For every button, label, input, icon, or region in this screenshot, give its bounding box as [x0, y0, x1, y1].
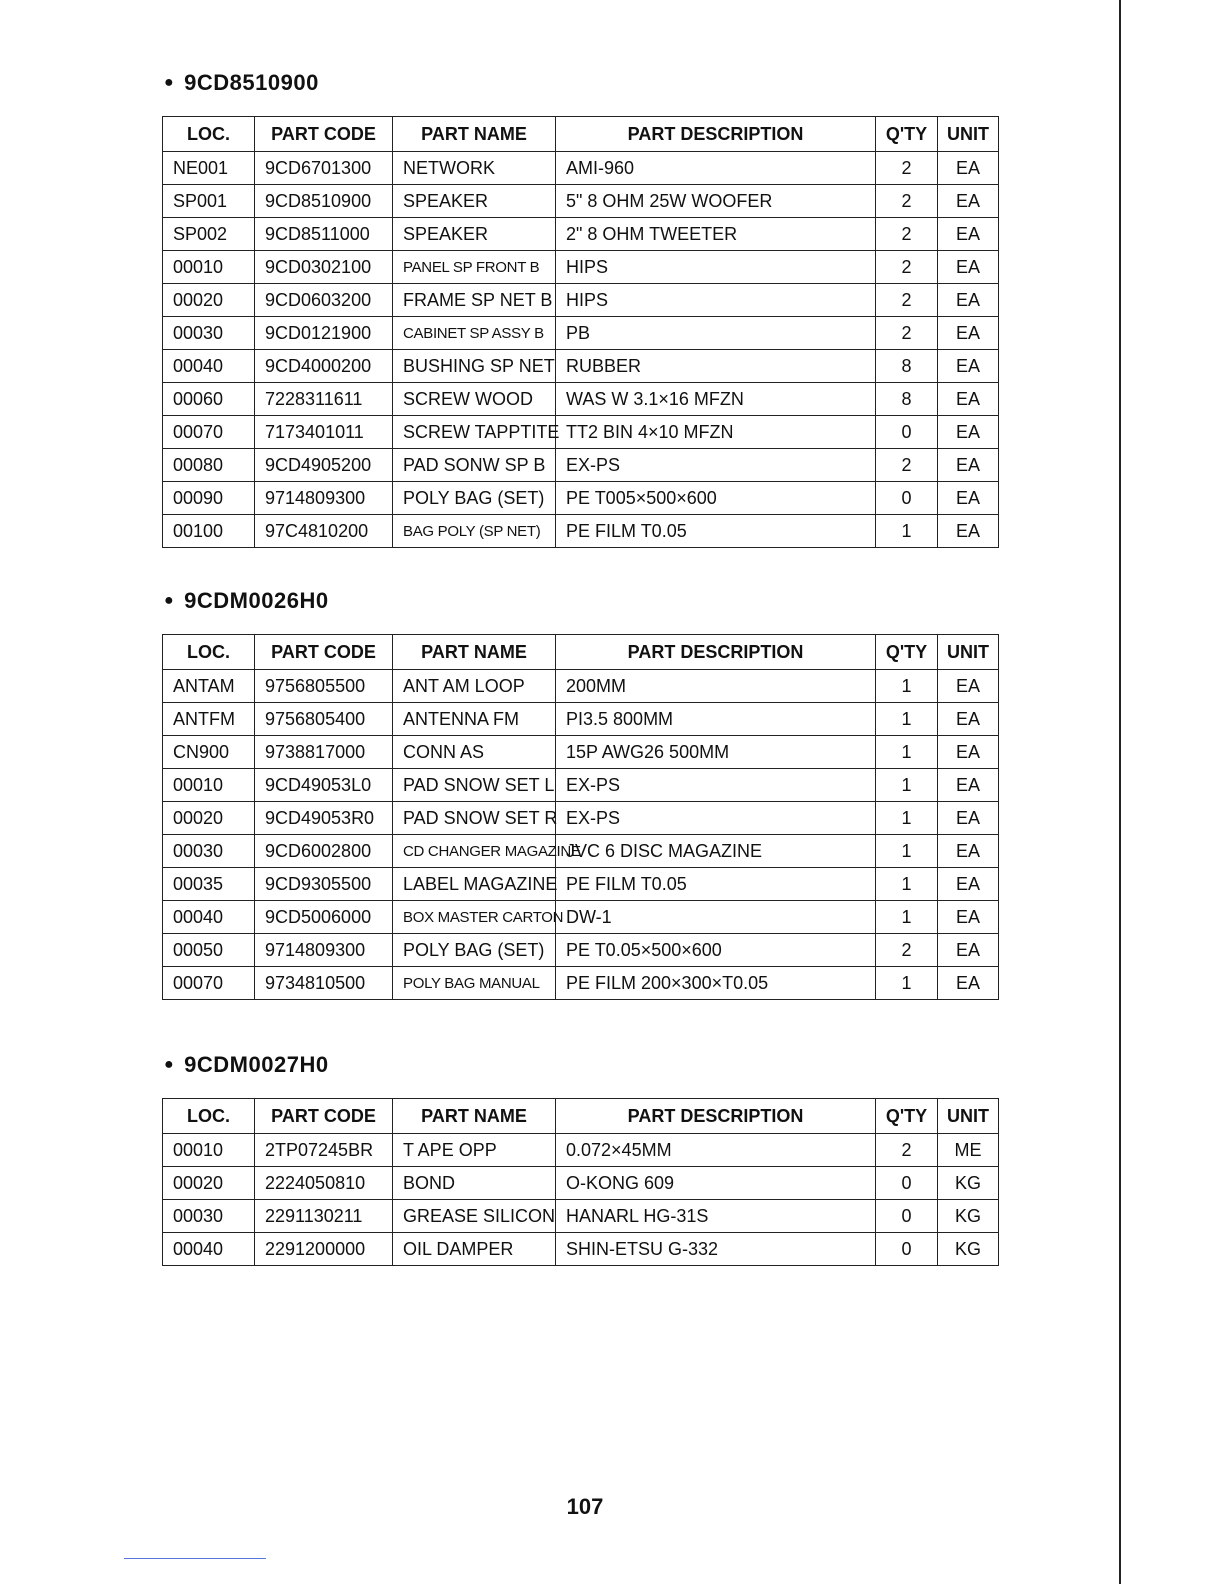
cell-unit: EA	[938, 383, 999, 416]
cell-part-name: OIL DAMPER	[393, 1233, 556, 1266]
table-row	[163, 967, 999, 1000]
cell-qty: 1	[876, 901, 938, 934]
cell-part-code: 97C4810200	[255, 515, 393, 548]
cell-part-description: TT2 BIN 4×10 MFZN	[556, 416, 876, 449]
cell-part-description: JVC 6 DISC MAGAZINE	[556, 835, 876, 868]
table-row	[163, 670, 999, 703]
table-row	[163, 703, 999, 736]
cell-loc: SP001	[163, 185, 255, 218]
cell-qty: 2	[876, 251, 938, 284]
table-row	[163, 185, 999, 218]
cell-loc: 00070	[163, 416, 255, 449]
cell-unit: EA	[938, 416, 999, 449]
table-row	[163, 317, 999, 350]
cell-part-name: FRAME SP NET B	[393, 284, 556, 317]
column-header: PART NAME	[393, 635, 556, 670]
cell-part-code: 9756805500	[255, 670, 393, 703]
cell-qty: 0	[876, 1200, 938, 1233]
cell-loc: 00010	[163, 769, 255, 802]
column-header: LOC.	[163, 117, 255, 152]
cell-loc: 00020	[163, 802, 255, 835]
cell-part-name: PANEL SP FRONT B	[393, 251, 556, 284]
cell-unit: EA	[938, 251, 999, 284]
column-header: UNIT	[938, 635, 999, 670]
column-header: Q'TY	[876, 1099, 938, 1134]
cell-unit: EA	[938, 284, 999, 317]
cell-qty: 0	[876, 1233, 938, 1266]
cell-qty: 2	[876, 218, 938, 251]
cell-loc: 00080	[163, 449, 255, 482]
cell-unit: EA	[938, 703, 999, 736]
cell-unit: KG	[938, 1167, 999, 1200]
cell-part-code: 9CD9305500	[255, 868, 393, 901]
cell-qty: 8	[876, 383, 938, 416]
cell-loc: ANTAM	[163, 670, 255, 703]
column-header: Q'TY	[876, 117, 938, 152]
cell-part-description: 200MM	[556, 670, 876, 703]
cell-part-name: SCREW TAPPTITE	[393, 416, 556, 449]
table-row	[163, 416, 999, 449]
cell-part-description: 0.072×45MM	[556, 1134, 876, 1167]
cell-loc: 00030	[163, 317, 255, 350]
cell-part-code: 7228311611	[255, 383, 393, 416]
cell-unit: EA	[938, 350, 999, 383]
cell-part-name: LABEL MAGAZINE	[393, 868, 556, 901]
cell-part-description: HANARL HG-31S	[556, 1200, 876, 1233]
cell-part-name: POLY BAG (SET)	[393, 482, 556, 515]
cell-part-code: 9714809300	[255, 934, 393, 967]
cell-loc: 00090	[163, 482, 255, 515]
cell-part-description: EX-PS	[556, 769, 876, 802]
cell-part-code: 9CD0121900	[255, 317, 393, 350]
cell-part-code: 9738817000	[255, 736, 393, 769]
table-row	[163, 251, 999, 284]
cell-qty: 1	[876, 835, 938, 868]
column-header: PART CODE	[255, 117, 393, 152]
cell-unit: EA	[938, 317, 999, 350]
cell-unit: EA	[938, 515, 999, 548]
cell-part-name: BOND	[393, 1167, 556, 1200]
table-header-row	[163, 635, 999, 670]
cell-qty: 2	[876, 934, 938, 967]
column-header: PART NAME	[393, 117, 556, 152]
section-title: ● 9CDM0027H0	[164, 1052, 329, 1077]
cell-part-code: 9CD8511000	[255, 218, 393, 251]
cell-part-code: 9CD4905200	[255, 449, 393, 482]
cell-part-name: BUSHING SP NET	[393, 350, 556, 383]
cell-qty: 1	[876, 670, 938, 703]
cell-part-description: WAS W 3.1×16 MFZN	[556, 383, 876, 416]
parts-section-2	[162, 588, 998, 1000]
cell-part-code: 9CD0603200	[255, 284, 393, 317]
cell-qty: 0	[876, 482, 938, 515]
cell-part-name: BAG POLY (SP NET)	[393, 515, 556, 548]
table-row	[163, 901, 999, 934]
column-header: LOC.	[163, 635, 255, 670]
cell-loc: 00020	[163, 284, 255, 317]
cell-part-name: ANT AM LOOP	[393, 670, 556, 703]
cell-part-code: 9CD8510900	[255, 185, 393, 218]
cell-unit: EA	[938, 670, 999, 703]
table-row	[163, 515, 999, 548]
cell-part-description: PE FILM 200×300×T0.05	[556, 967, 876, 1000]
column-header: Q'TY	[876, 635, 938, 670]
cell-part-name: POLY BAG (SET)	[393, 934, 556, 967]
cell-unit: EA	[938, 901, 999, 934]
cell-loc: 00030	[163, 835, 255, 868]
column-header: UNIT	[938, 117, 999, 152]
cell-qty: 1	[876, 868, 938, 901]
cell-part-description: HIPS	[556, 251, 876, 284]
cell-part-name: SPEAKER	[393, 185, 556, 218]
cell-qty: 2	[876, 284, 938, 317]
cell-part-name: CABINET SP ASSY B	[393, 317, 556, 350]
cell-part-description: PE FILM T0.05	[556, 515, 876, 548]
cell-unit: EA	[938, 185, 999, 218]
parts-table	[162, 634, 999, 1000]
table-row	[163, 736, 999, 769]
cell-qty: 1	[876, 703, 938, 736]
bullet-icon: ●	[164, 592, 175, 609]
cell-loc: 00040	[163, 350, 255, 383]
cell-unit: EA	[938, 449, 999, 482]
cell-unit: EA	[938, 482, 999, 515]
cell-part-name: CONN AS	[393, 736, 556, 769]
table-row	[163, 769, 999, 802]
cell-part-code: 9CD5006000	[255, 901, 393, 934]
cell-part-code: 9CD49053L0	[255, 769, 393, 802]
cell-part-description: 5" 8 OHM 25W WOOFER	[556, 185, 876, 218]
table-header-row	[163, 1099, 999, 1134]
cell-qty: 1	[876, 802, 938, 835]
cell-part-code: 9734810500	[255, 967, 393, 1000]
cell-part-description: HIPS	[556, 284, 876, 317]
cell-part-name: SPEAKER	[393, 218, 556, 251]
column-header: PART NAME	[393, 1099, 556, 1134]
table-row	[163, 934, 999, 967]
table-row	[163, 350, 999, 383]
cell-loc: 00060	[163, 383, 255, 416]
cell-unit: EA	[938, 218, 999, 251]
cell-loc: 00040	[163, 1233, 255, 1266]
cell-part-description: EX-PS	[556, 802, 876, 835]
cell-part-description: 15P AWG26 500MM	[556, 736, 876, 769]
bullet-icon: ●	[164, 74, 175, 91]
cell-part-code: 9CD6002800	[255, 835, 393, 868]
cell-part-code: 2224050810	[255, 1167, 393, 1200]
cell-unit: KG	[938, 1200, 999, 1233]
table-row	[163, 1167, 999, 1200]
cell-unit: EA	[938, 934, 999, 967]
column-header: PART DESCRIPTION	[556, 635, 876, 670]
cell-qty: 2	[876, 152, 938, 185]
cell-part-name: BOX MASTER CARTON	[393, 901, 556, 934]
cell-part-code: 9714809300	[255, 482, 393, 515]
cell-part-description: EX-PS	[556, 449, 876, 482]
table-row	[163, 383, 999, 416]
cell-part-code: 9756805400	[255, 703, 393, 736]
table-row	[163, 152, 999, 185]
cell-unit: EA	[938, 736, 999, 769]
table-row	[163, 449, 999, 482]
cell-unit: KG	[938, 1233, 999, 1266]
cell-unit: EA	[938, 868, 999, 901]
column-header: UNIT	[938, 1099, 999, 1134]
cell-qty: 1	[876, 769, 938, 802]
cell-loc: 00010	[163, 1134, 255, 1167]
cell-loc: NE001	[163, 152, 255, 185]
parts-section-1	[162, 70, 998, 548]
cell-part-description: 2" 8 OHM TWEETER	[556, 218, 876, 251]
cell-part-code: 9CD6701300	[255, 152, 393, 185]
cell-loc: CN900	[163, 736, 255, 769]
cell-qty: 1	[876, 967, 938, 1000]
cell-part-name: POLY BAG MANUAL	[393, 967, 556, 1000]
page-edge-rule	[1119, 0, 1121, 1584]
cell-loc: SP002	[163, 218, 255, 251]
cell-part-description: PE FILM T0.05	[556, 868, 876, 901]
column-header: PART DESCRIPTION	[556, 117, 876, 152]
cell-part-description: PI3.5 800MM	[556, 703, 876, 736]
cell-loc: 00010	[163, 251, 255, 284]
table-row	[163, 1134, 999, 1167]
cell-qty: 8	[876, 350, 938, 383]
cell-part-description: RUBBER	[556, 350, 876, 383]
cell-part-name: SCREW WOOD	[393, 383, 556, 416]
cell-part-name: ANTENNA FM	[393, 703, 556, 736]
cell-unit: EA	[938, 835, 999, 868]
cell-part-code: 2291130211	[255, 1200, 393, 1233]
cell-loc: 00070	[163, 967, 255, 1000]
cell-part-name: PAD SONW SP B	[393, 449, 556, 482]
cell-unit: ME	[938, 1134, 999, 1167]
table-header-row	[163, 117, 999, 152]
cell-qty: 1	[876, 515, 938, 548]
cell-part-description: PE T005×500×600	[556, 482, 876, 515]
cell-qty: 2	[876, 449, 938, 482]
section-title: ● 9CDM0026H0	[164, 588, 329, 613]
cell-part-code: 9CD0302100	[255, 251, 393, 284]
cell-part-description: O-KONG 609	[556, 1167, 876, 1200]
cell-qty: 2	[876, 317, 938, 350]
cell-loc: 00035	[163, 868, 255, 901]
cell-part-description: DW-1	[556, 901, 876, 934]
cell-loc: ANTFM	[163, 703, 255, 736]
parts-table	[162, 116, 999, 548]
table-row	[163, 868, 999, 901]
cell-part-description: SHIN-ETSU G-332	[556, 1233, 876, 1266]
cell-loc: 00020	[163, 1167, 255, 1200]
cell-loc: 00050	[163, 934, 255, 967]
cell-loc: 00100	[163, 515, 255, 548]
cell-part-code: 2TP07245BR	[255, 1134, 393, 1167]
cell-unit: EA	[938, 769, 999, 802]
cell-unit: EA	[938, 967, 999, 1000]
page-number: 107	[566, 1494, 604, 1519]
table-row	[163, 1200, 999, 1233]
cell-unit: EA	[938, 152, 999, 185]
cell-part-code: 9CD49053R0	[255, 802, 393, 835]
cell-qty: 0	[876, 416, 938, 449]
cell-part-name: T APE OPP	[393, 1134, 556, 1167]
section-title: ● 9CD8510900	[164, 70, 319, 95]
table-row	[163, 482, 999, 515]
cell-part-name: CD CHANGER MAGAZINE	[393, 835, 556, 868]
bullet-icon: ●	[164, 1056, 175, 1073]
cell-qty: 0	[876, 1167, 938, 1200]
parts-section-3	[162, 1052, 998, 1266]
cell-part-description: PB	[556, 317, 876, 350]
cell-part-code: 7173401011	[255, 416, 393, 449]
column-header: PART CODE	[255, 1099, 393, 1134]
cell-part-name: PAD SNOW SET L	[393, 769, 556, 802]
cell-part-description: AMI-960	[556, 152, 876, 185]
parts-table	[162, 1098, 999, 1266]
table-row	[163, 218, 999, 251]
column-header: PART CODE	[255, 635, 393, 670]
cell-part-name: GREASE SILICON	[393, 1200, 556, 1233]
cell-qty: 2	[876, 1134, 938, 1167]
cell-loc: 00040	[163, 901, 255, 934]
table-row	[163, 1233, 999, 1266]
table-row	[163, 835, 999, 868]
cell-part-name: PAD SNOW SET R	[393, 802, 556, 835]
cell-part-name: NETWORK	[393, 152, 556, 185]
footer-rule	[124, 1558, 266, 1559]
cell-loc: 00030	[163, 1200, 255, 1233]
cell-part-description: PE T0.05×500×600	[556, 934, 876, 967]
cell-qty: 2	[876, 185, 938, 218]
cell-part-code: 2291200000	[255, 1233, 393, 1266]
cell-part-code: 9CD4000200	[255, 350, 393, 383]
cell-qty: 1	[876, 736, 938, 769]
column-header: PART DESCRIPTION	[556, 1099, 876, 1134]
table-row	[163, 802, 999, 835]
column-header: LOC.	[163, 1099, 255, 1134]
cell-unit: EA	[938, 802, 999, 835]
table-row	[163, 284, 999, 317]
